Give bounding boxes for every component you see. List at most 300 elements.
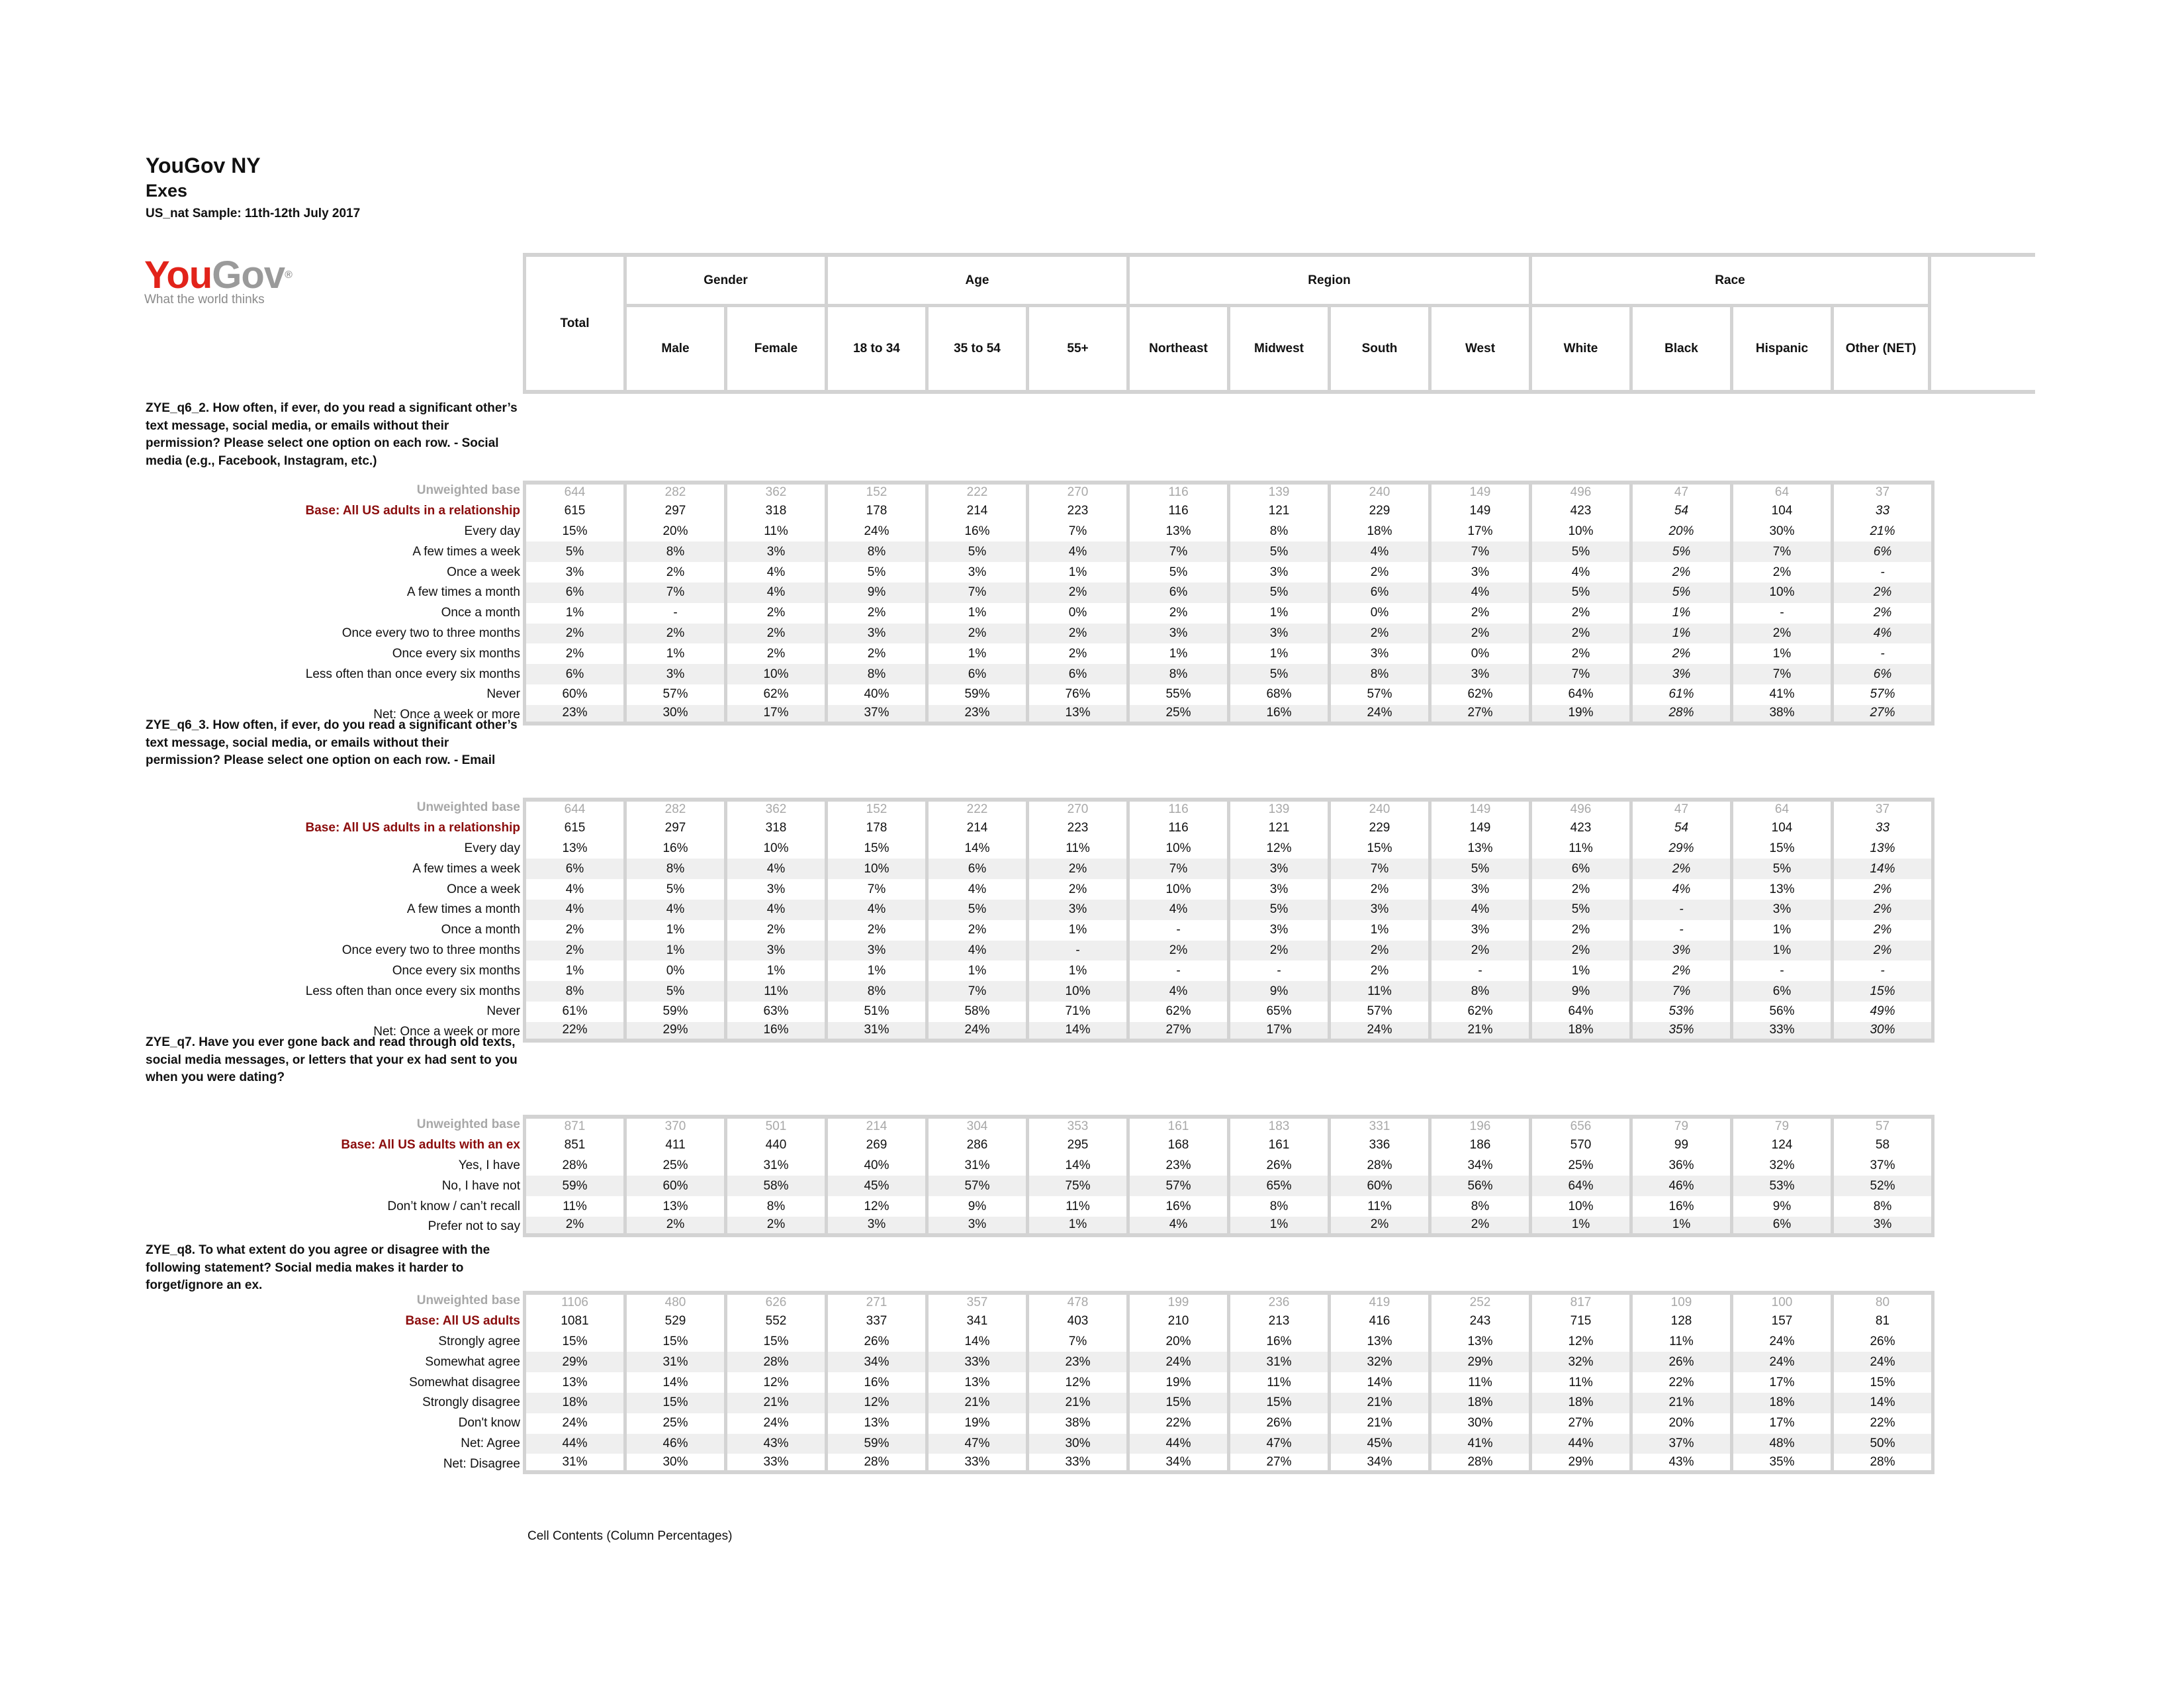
table-cell: 55% — [1126, 684, 1227, 705]
table-cell: 9% — [825, 583, 925, 603]
table-cell: 116 — [1126, 501, 1227, 522]
table-cell: - — [1831, 643, 1934, 664]
table-cell: 0% — [1428, 643, 1529, 664]
table-cell: 57% — [1126, 1176, 1227, 1196]
table-cell: 64 — [1730, 481, 1831, 501]
table-cell: 222 — [925, 798, 1026, 818]
table-cell: 2% — [523, 624, 623, 644]
table-cell: 65% — [1227, 1002, 1328, 1022]
table-cell: 8% — [1328, 664, 1428, 684]
table-cell: 403 — [1026, 1311, 1126, 1332]
table-cell: 152 — [825, 481, 925, 501]
table-cell: 214 — [925, 818, 1026, 839]
table-cell: 24% — [1831, 1352, 1934, 1372]
table-cell: 22% — [1831, 1413, 1934, 1434]
table-cell: 64% — [1529, 1176, 1629, 1196]
table-cell: 80 — [1831, 1291, 1934, 1311]
table-cell: 20% — [1629, 522, 1730, 542]
table-cell: 715 — [1529, 1311, 1629, 1332]
question-table — [144, 798, 1934, 1043]
table-cell: 15% — [1831, 981, 1934, 1002]
table-cell: 34% — [1428, 1156, 1529, 1176]
table-cell: 79 — [1730, 1115, 1831, 1135]
table-cell: 11% — [1629, 1332, 1730, 1352]
table-cell: 4% — [1328, 541, 1428, 562]
table-cell: 7% — [925, 981, 1026, 1002]
table-cell: 0% — [1026, 603, 1126, 624]
table-cell: 178 — [825, 818, 925, 839]
table-cell: 440 — [724, 1135, 825, 1156]
table-cell: 58 — [1831, 1135, 1934, 1156]
table-cell: 213 — [1227, 1311, 1328, 1332]
table-cell: 1% — [1629, 624, 1730, 644]
row-label: Base: All US adults in a relationship — [305, 821, 520, 835]
table-cell: 8% — [1831, 1196, 1934, 1217]
table-row — [144, 1002, 1934, 1022]
table-cell: 644 — [523, 798, 623, 818]
table-cell: 644 — [523, 481, 623, 501]
table-cell: 13% — [523, 839, 623, 859]
question-title: ZYE_q7. Have you ever gone back and read through old texts, social media messages, or letters that your ex had sent to you when you were dating? — [146, 1035, 518, 1084]
table-cell: 13% — [1026, 705, 1126, 726]
table-cell: 2% — [1730, 624, 1831, 644]
table-cell: 6% — [1831, 541, 1934, 562]
table-cell: 57% — [925, 1176, 1026, 1196]
table-cell: 62% — [1428, 684, 1529, 705]
row-label: Every day — [464, 524, 520, 538]
table-cell: 65% — [1227, 1176, 1328, 1196]
table-cell: 11% — [1328, 981, 1428, 1002]
table-cell: 6% — [1831, 664, 1934, 684]
table-cell: 8% — [724, 1196, 825, 1217]
question-title: ZYE_q8. To what extent do you agree or disagree with the following statement? Social media makes it harder to forget/ignore an ex. — [146, 1243, 490, 1292]
table-cell: 337 — [825, 1311, 925, 1332]
table-cell: 30% — [623, 705, 724, 726]
table-cell: 28% — [1831, 1454, 1934, 1474]
table-cell: 2% — [825, 603, 925, 624]
row-label: Once every six months — [392, 963, 520, 978]
table-cell: 6% — [1126, 583, 1227, 603]
table-cell: 149 — [1428, 818, 1529, 839]
table-cell: 5% — [925, 541, 1026, 562]
table-cell: 1% — [1227, 603, 1328, 624]
table-cell: 16% — [623, 839, 724, 859]
table-cell: 3% — [1428, 920, 1529, 941]
table-cell: 2% — [1831, 920, 1934, 941]
table-cell: 45% — [1328, 1434, 1428, 1454]
table-cell: 2% — [1428, 941, 1529, 961]
table-cell: 35% — [1730, 1454, 1831, 1474]
table-cell: 2% — [523, 643, 623, 664]
logo-gov: Gov — [212, 254, 285, 297]
table-cell: 4% — [1428, 900, 1529, 920]
table-cell: 58% — [925, 1002, 1026, 1022]
table-cell: 28% — [523, 1156, 623, 1176]
table-cell: 3% — [925, 562, 1026, 583]
table-cell: 223 — [1026, 818, 1126, 839]
table-cell: 161 — [1126, 1115, 1227, 1135]
table-cell: 28% — [1328, 1156, 1428, 1176]
table-cell: 3% — [825, 624, 925, 644]
table-cell: - — [1831, 562, 1934, 583]
table-cell: 2% — [1328, 879, 1428, 900]
table-cell: 23% — [1126, 1156, 1227, 1176]
table-cell: 3% — [1026, 900, 1126, 920]
table-cell: 3% — [724, 879, 825, 900]
table-cell: 44% — [523, 1434, 623, 1454]
table-cell: 336 — [1328, 1135, 1428, 1156]
table-cell: 2% — [1529, 603, 1629, 624]
table-cell: 68% — [1227, 684, 1328, 705]
table-cell: 18% — [1730, 1393, 1831, 1413]
table-cell: 297 — [623, 501, 724, 522]
table-cell: 25% — [1529, 1156, 1629, 1176]
table-cell: 1% — [1026, 961, 1126, 981]
table-cell: 2% — [724, 920, 825, 941]
table-cell: 2% — [623, 562, 724, 583]
table-row — [144, 859, 1934, 879]
table-cell: 2% — [1026, 859, 1126, 879]
table-cell: 2% — [724, 643, 825, 664]
table-cell: 11% — [1026, 839, 1126, 859]
base-row — [144, 818, 1934, 839]
table-cell: 116 — [1126, 798, 1227, 818]
row-label: Don't know — [458, 1416, 520, 1430]
table-cell: - — [1730, 961, 1831, 981]
table-cell: 18% — [523, 1393, 623, 1413]
table-cell: 47 — [1629, 798, 1730, 818]
table-cell: 4% — [1126, 900, 1227, 920]
table-cell: 11% — [1227, 1372, 1328, 1393]
table-cell: 9% — [1529, 981, 1629, 1002]
table-cell: 318 — [724, 501, 825, 522]
table-cell: 47 — [1629, 481, 1730, 501]
table-cell: 59% — [825, 1434, 925, 1454]
table-cell: 17% — [724, 705, 825, 726]
table-cell: 46% — [1629, 1176, 1730, 1196]
table-cell: 199 — [1126, 1291, 1227, 1311]
table-cell: 8% — [1227, 522, 1328, 542]
table-cell: 26% — [825, 1332, 925, 1352]
table-cell: 11% — [523, 1196, 623, 1217]
table-cell: 25% — [623, 1413, 724, 1434]
table-cell: 7% — [1428, 541, 1529, 562]
table-cell: 2% — [825, 643, 925, 664]
row-label: Don’t know / can’t recall — [387, 1199, 520, 1213]
table-cell: 9% — [1227, 981, 1328, 1002]
table-cell: 5% — [1629, 583, 1730, 603]
table-cell: 1% — [1730, 941, 1831, 961]
table-cell: 3% — [1126, 624, 1227, 644]
table-cell: 243 — [1428, 1311, 1529, 1332]
table-cell: 10% — [1730, 583, 1831, 603]
row-label: A few times a month — [406, 902, 520, 917]
table-cell: 33% — [724, 1454, 825, 1474]
table-cell: 270 — [1026, 481, 1126, 501]
table-cell: 28% — [724, 1352, 825, 1372]
table-cell: 2% — [1831, 900, 1934, 920]
table-cell: 57 — [1831, 1115, 1934, 1135]
table-cell: 57% — [1831, 684, 1934, 705]
cell-contents-note: Cell Contents (Column Percentages) — [527, 1529, 733, 1543]
table-cell: 5% — [1629, 541, 1730, 562]
table-cell: 411 — [623, 1135, 724, 1156]
table-cell: 18% — [1529, 1393, 1629, 1413]
table-cell: 2% — [523, 1217, 623, 1237]
table-cell: 24% — [523, 1413, 623, 1434]
table-cell: 17% — [1730, 1372, 1831, 1393]
table-cell: - — [1126, 961, 1227, 981]
row-label: Once a month — [441, 606, 520, 620]
table-row — [144, 839, 1934, 859]
table-cell: 5% — [623, 879, 724, 900]
table-cell: 1% — [523, 603, 623, 624]
table-cell: 17% — [1227, 1022, 1328, 1043]
table-cell: 1% — [1629, 1217, 1730, 1237]
report-title: YouGov NY — [146, 154, 261, 177]
table-cell: 478 — [1026, 1291, 1126, 1311]
table-cell: 6% — [1026, 664, 1126, 684]
table-cell: 5% — [1428, 859, 1529, 879]
table-cell: 4% — [1026, 541, 1126, 562]
sample-info: US_nat Sample: 11th-12th July 2017 — [146, 207, 361, 220]
table-cell: 37% — [1831, 1156, 1934, 1176]
table-cell: 3% — [523, 562, 623, 583]
table-cell: 19% — [1126, 1372, 1227, 1393]
table-cell: 2% — [1831, 583, 1934, 603]
table-cell: 26% — [1227, 1413, 1328, 1434]
table-cell: 161 — [1227, 1135, 1328, 1156]
table-cell: 10% — [724, 664, 825, 684]
table-cell: 62% — [1428, 1002, 1529, 1022]
table-cell: 139 — [1227, 481, 1328, 501]
table-row — [144, 1196, 1934, 1217]
table-cell: 10% — [1529, 1196, 1629, 1217]
table-row — [144, 1352, 1934, 1372]
table-cell: 5% — [825, 562, 925, 583]
table-cell: 19% — [1529, 705, 1629, 726]
table-cell: 4% — [724, 583, 825, 603]
table-cell: 32% — [1328, 1352, 1428, 1372]
table-cell: 6% — [523, 664, 623, 684]
table-cell: 16% — [1629, 1196, 1730, 1217]
table-cell: 496 — [1529, 481, 1629, 501]
table-cell: 21% — [1428, 1022, 1529, 1043]
base-row — [144, 1135, 1934, 1156]
row-label: Once every two to three months — [341, 943, 520, 957]
table-cell: 297 — [623, 818, 724, 839]
table-cell: 34% — [825, 1352, 925, 1372]
column-header-18-to-34: 18 to 34 — [825, 307, 925, 390]
table-row — [144, 643, 1934, 664]
column-header-male: Male — [623, 307, 724, 390]
table-cell: 2% — [1629, 961, 1730, 981]
column-header-35-to-54: 35 to 54 — [925, 307, 1026, 390]
table-cell: 33 — [1831, 818, 1934, 839]
table-cell: 47% — [1227, 1434, 1328, 1454]
table-cell: 3% — [1428, 879, 1529, 900]
table-cell: 2% — [1529, 920, 1629, 941]
table-cell: 13% — [523, 1372, 623, 1393]
table-row — [144, 1434, 1934, 1454]
table-cell: 15% — [1730, 839, 1831, 859]
table-cell: 149 — [1428, 501, 1529, 522]
row-label: Unweighted base — [416, 483, 520, 498]
row-label: Prefer not to say — [428, 1219, 520, 1234]
table-cell: 28% — [1629, 705, 1730, 726]
table-cell: 480 — [623, 1291, 724, 1311]
row-label: No, I have not — [441, 1178, 520, 1193]
table-cell: 16% — [1126, 1196, 1227, 1217]
table-row — [144, 603, 1934, 624]
table-cell: 6% — [1529, 859, 1629, 879]
table-cell: 2% — [1126, 941, 1227, 961]
table-cell: 16% — [724, 1022, 825, 1043]
table-cell: 2% — [1126, 603, 1227, 624]
column-header-black: Black — [1629, 307, 1730, 390]
table-cell: 26% — [1831, 1332, 1934, 1352]
table-cell: 2% — [1328, 562, 1428, 583]
table-cell: 1% — [1529, 1217, 1629, 1237]
table-cell: 529 — [623, 1311, 724, 1332]
table-cell: 157 — [1730, 1311, 1831, 1332]
table-cell: 2% — [1026, 879, 1126, 900]
table-cell: 41% — [1730, 684, 1831, 705]
table-cell: 5% — [1529, 541, 1629, 562]
table-cell: 5% — [1227, 900, 1328, 920]
table-cell: 36% — [1629, 1156, 1730, 1176]
table-cell: 16% — [925, 522, 1026, 542]
column-group-age: Age — [825, 257, 1126, 307]
table-cell: 13% — [1428, 839, 1529, 859]
table-cell: 13% — [623, 1196, 724, 1217]
table-cell: 29% — [523, 1352, 623, 1372]
table-cell: 2% — [1428, 624, 1529, 644]
column-header-other-net: Other (NET) — [1831, 307, 1931, 390]
table-cell: 214 — [825, 1115, 925, 1135]
table-cell: 1% — [724, 961, 825, 981]
unweighted-base-row — [144, 481, 1934, 501]
table-cell: 62% — [1126, 1002, 1227, 1022]
table-cell: 71% — [1026, 1002, 1126, 1022]
table-cell: 10% — [1126, 839, 1227, 859]
table-cell: 6% — [1328, 583, 1428, 603]
table-cell: 21% — [1026, 1393, 1126, 1413]
table-cell: 341 — [925, 1311, 1026, 1332]
table-cell: 21% — [1328, 1413, 1428, 1434]
column-header-55-plus: 55+ — [1026, 307, 1126, 390]
table-cell: 3% — [1831, 1217, 1934, 1237]
row-label: Somewhat disagree — [409, 1375, 520, 1389]
table-cell: 871 — [523, 1115, 623, 1135]
table-cell: 271 — [825, 1291, 925, 1311]
table-cell: 3% — [1428, 562, 1529, 583]
table-cell: 2% — [1428, 603, 1529, 624]
table-cell: 8% — [623, 859, 724, 879]
logo-registered-mark: ® — [285, 269, 292, 281]
table-cell: 16% — [825, 1372, 925, 1393]
table-cell: 6% — [523, 583, 623, 603]
table-cell: 4% — [825, 900, 925, 920]
table-cell: 423 — [1529, 501, 1629, 522]
row-label: Base: All US adults — [405, 1314, 520, 1329]
table-cell: 28% — [1428, 1454, 1529, 1474]
table-cell: 75% — [1026, 1176, 1126, 1196]
table-cell: 2% — [1529, 941, 1629, 961]
table-cell: 46% — [623, 1434, 724, 1454]
table-cell: 4% — [925, 879, 1026, 900]
table-cell: 5% — [1529, 900, 1629, 920]
table-cell: 0% — [1328, 603, 1428, 624]
table-cell: 5% — [925, 900, 1026, 920]
column-header-table — [523, 253, 2035, 394]
row-label: Less often than once every six months — [305, 984, 520, 998]
table-cell: 37 — [1831, 481, 1934, 501]
table-cell: 109 — [1629, 1291, 1730, 1311]
table-cell: 4% — [523, 900, 623, 920]
table-cell: 81 — [1831, 1311, 1934, 1332]
table-cell: 17% — [1730, 1413, 1831, 1434]
table-cell: 18% — [1428, 1393, 1529, 1413]
table-cell: 60% — [1328, 1176, 1428, 1196]
table-cell: 186 — [1428, 1135, 1529, 1156]
question-title: ZYE_q6_2. How often, if ever, do you read a significant other’s text message, social media, or emails without their permission? Please select one option on each row. - Social media (e.g., Facebook, Instagram, etc.) — [146, 401, 518, 468]
table-cell: 3% — [1227, 624, 1328, 644]
table-cell: 1% — [523, 961, 623, 981]
table-cell: 24% — [1328, 705, 1428, 726]
table-cell: 61% — [1629, 684, 1730, 705]
table-cell: 30% — [1428, 1413, 1529, 1434]
table-cell: 58% — [724, 1176, 825, 1196]
table-cell: 13% — [1126, 522, 1227, 542]
table-cell: 33% — [1026, 1454, 1126, 1474]
table-cell: 8% — [1428, 981, 1529, 1002]
table-cell: 47% — [925, 1434, 1026, 1454]
table-cell: 2% — [1629, 859, 1730, 879]
table-cell: 40% — [825, 684, 925, 705]
table-cell: 3% — [825, 1217, 925, 1237]
table-row — [144, 1393, 1934, 1413]
table-cell: 7% — [1026, 522, 1126, 542]
table-cell: 4% — [724, 859, 825, 879]
table-cell: 2% — [1629, 562, 1730, 583]
table-cell: 64% — [1529, 684, 1629, 705]
table-cell: 552 — [724, 1311, 825, 1332]
table-row — [144, 900, 1934, 920]
table-cell: 61% — [523, 1002, 623, 1022]
table-cell: 14% — [1831, 859, 1934, 879]
table-cell: 38% — [1026, 1413, 1126, 1434]
table-row — [144, 541, 1934, 562]
table-cell: 13% — [925, 1372, 1026, 1393]
table-row — [144, 1413, 1934, 1434]
table-cell: 15% — [1328, 839, 1428, 859]
table-cell: 4% — [925, 941, 1026, 961]
table-cell: 3% — [1328, 643, 1428, 664]
table-cell: 2% — [1328, 1217, 1428, 1237]
table-cell: 57% — [623, 684, 724, 705]
table-cell: 2% — [1529, 643, 1629, 664]
table-row — [144, 920, 1934, 941]
table-cell: 20% — [623, 522, 724, 542]
table-cell: 8% — [1227, 1196, 1328, 1217]
table-cell: 817 — [1529, 1291, 1629, 1311]
table-cell: 11% — [1026, 1196, 1126, 1217]
table-cell: 13% — [825, 1413, 925, 1434]
table-cell: 615 — [523, 501, 623, 522]
table-cell: 229 — [1328, 818, 1428, 839]
table-cell: 240 — [1328, 481, 1428, 501]
